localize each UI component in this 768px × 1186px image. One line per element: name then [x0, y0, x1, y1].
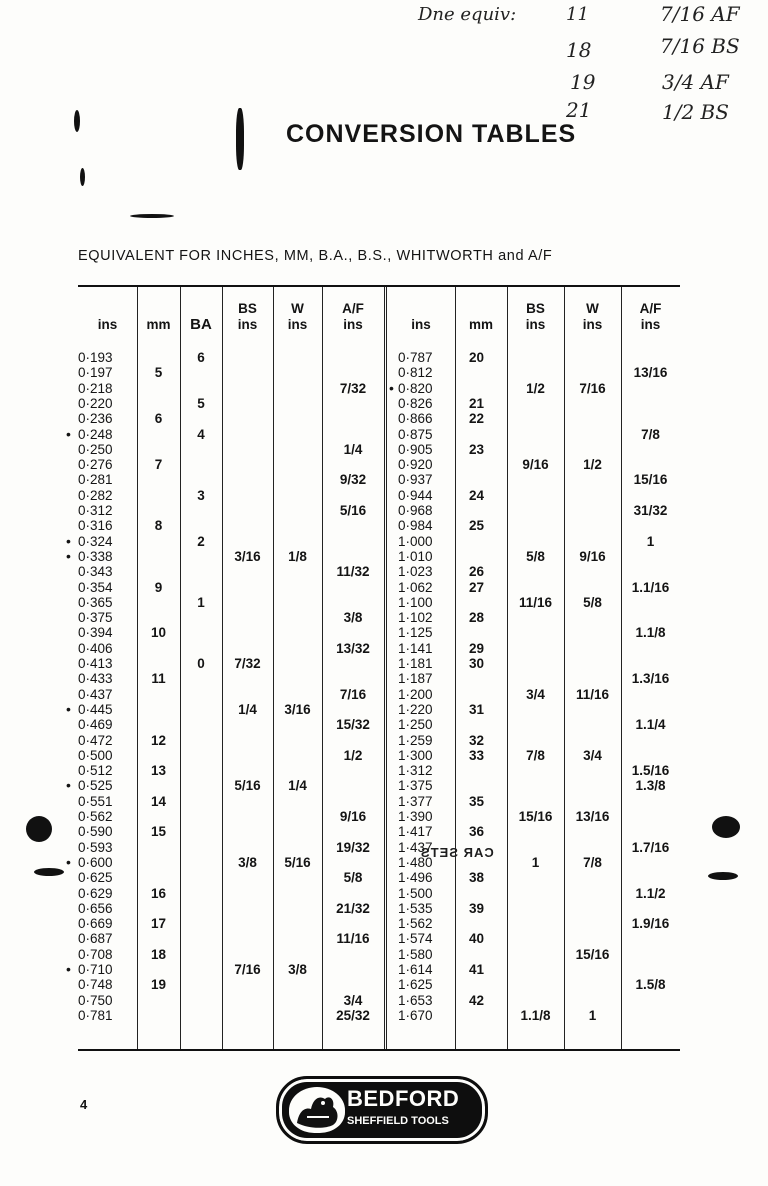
cell-left-mm: 17: [150, 916, 167, 932]
handwritten-note-1-2-bs: 1/2 BS: [662, 100, 729, 124]
cell-right-af: 1.3/16: [631, 671, 670, 687]
handwritten-note-7-16-bs: 7/16 BS: [660, 34, 740, 58]
table-row: [78, 549, 680, 564]
conversion-table: [66, 285, 680, 1051]
page-number: 4: [80, 1097, 88, 1112]
cell-right-mm: 22: [469, 411, 485, 427]
table-row: [78, 702, 680, 717]
table-row: [78, 365, 680, 380]
cell-right-ins: 1·500: [398, 885, 433, 901]
header-left-w: [273, 301, 322, 333]
table-row: [78, 656, 680, 671]
table-row: [78, 931, 680, 946]
logo-name: BEDFORD: [347, 1086, 460, 1111]
cell-left-ins: 0·193: [78, 350, 113, 365]
table-subtitle: EQUIVALENT FOR INCHES, MM, B.A., B.S., WHITWORTH and A/F: [78, 248, 553, 264]
header-right-bs-bottom: ins: [525, 317, 546, 332]
cell-left-af: 1/4: [343, 441, 363, 457]
table-row: [78, 748, 680, 763]
cell-left-ins: 0·276: [78, 457, 113, 473]
cell-right-mm: 33: [469, 747, 485, 763]
cell-left-af: 9/16: [339, 809, 367, 824]
cell-left-af: 9/32: [339, 472, 367, 488]
bullet-marker: •: [66, 961, 71, 977]
table-row: [78, 901, 680, 916]
cell-left-ins: 0·710: [78, 962, 113, 977]
cell-right-ins: 1·375: [398, 778, 433, 794]
cell-right-af: 13/16: [633, 365, 668, 381]
cell-left-ba: 2: [197, 533, 205, 549]
cell-right-bs: 11/16: [518, 594, 553, 610]
header-right-af: [621, 301, 680, 333]
cell-left-ins: 0·669: [78, 916, 113, 932]
cell-left-ins: 0·250: [78, 441, 113, 457]
cell-left-mm: 14: [150, 793, 167, 809]
cell-right-af: 1.9/16: [631, 916, 670, 932]
cell-left-ins: 0·562: [78, 809, 113, 824]
table-row: [78, 886, 680, 901]
table-row: [78, 962, 680, 977]
cell-left-ins: 0·469: [78, 717, 113, 733]
bullet-marker: •: [66, 700, 71, 717]
table-row: [78, 518, 680, 533]
cell-right-bs: 9/16: [522, 457, 549, 473]
handwritten-note-21: 21: [566, 98, 592, 122]
page-title: CONVERSION TABLES: [286, 120, 577, 148]
table-row: [78, 947, 680, 962]
header-left-ba: BA: [190, 316, 212, 333]
header-left-bs: [222, 301, 273, 333]
cell-left-bs: 5/16: [234, 778, 261, 794]
cell-left-mm: 10: [150, 625, 167, 641]
cell-left-ins: 0·781: [78, 1007, 113, 1023]
cell-left-af: 19/32: [336, 839, 370, 855]
table-row: [78, 472, 680, 487]
scan-mark: [80, 168, 85, 186]
table-row: [78, 411, 680, 426]
cell-right-bs: 15/16: [518, 809, 553, 824]
table-row: [78, 671, 680, 686]
cell-left-af: 25/32: [336, 1007, 370, 1023]
table-row: [78, 564, 680, 579]
cell-right-af: 1.1/4: [635, 717, 666, 733]
cell-right-bs: 3/4: [526, 686, 545, 702]
table-row: [78, 641, 680, 656]
cell-right-ins: 1·100: [398, 594, 433, 610]
cell-left-w: 1/8: [288, 548, 307, 564]
cell-right-af: 31/32: [633, 503, 668, 518]
cell-right-w: 3/4: [583, 747, 602, 763]
cell-left-bs: 7/32: [234, 656, 261, 671]
cell-left-af: 21/32: [336, 900, 370, 916]
cell-left-w: 3/16: [284, 701, 311, 717]
cell-right-ins: 1·377: [398, 793, 433, 809]
table-row: [78, 427, 680, 442]
cell-right-ins: 1·580: [398, 946, 433, 962]
cell-right-mm: 30: [469, 656, 485, 671]
header-left-bs-top: BS: [238, 301, 257, 316]
cell-left-mm: 7: [154, 457, 163, 473]
table-row: [78, 595, 680, 610]
cell-right-ins: 1·062: [398, 579, 433, 595]
cell-left-mm: 13: [150, 763, 167, 779]
cell-right-bs: 1.1/8: [520, 1007, 551, 1023]
cell-right-mm: 39: [469, 900, 485, 916]
cell-left-ins: 0·687: [78, 931, 113, 947]
cell-left-af: 11/32: [336, 564, 370, 580]
cell-right-w: 7/8: [583, 854, 602, 870]
header-left-bs-bottom: ins: [237, 317, 258, 332]
cell-left-bs: 3/16: [234, 548, 261, 564]
cell-right-mm: 32: [469, 732, 485, 748]
cell-left-ins: 0·218: [78, 380, 113, 396]
cell-right-mm: 23: [469, 441, 485, 457]
cell-right-ins: 1·417: [398, 824, 433, 840]
cell-right-mm: 41: [469, 962, 485, 977]
cell-left-mm: 11: [151, 671, 166, 687]
table-row: [78, 916, 680, 931]
handwritten-note-3-4-af: 3/4 AF: [662, 70, 729, 94]
header-right-ins: ins: [411, 317, 431, 332]
cell-right-af: 1: [646, 533, 655, 549]
cell-right-ins: 1·010: [398, 548, 433, 564]
cell-left-ins: 0·590: [78, 824, 113, 840]
table-row: [78, 1008, 680, 1023]
cell-left-ins: 0·445: [78, 701, 113, 717]
bullet-marker: •: [66, 853, 71, 870]
cell-right-ins: 1·141: [398, 640, 433, 656]
cell-right-mm: 40: [469, 931, 485, 947]
cell-right-ins: 1·574: [398, 931, 433, 947]
cell-right-w: 5/8: [583, 594, 602, 610]
table-row: [78, 503, 680, 518]
cell-right-ins: 0·920: [398, 457, 433, 473]
header-left-w-top: W: [291, 301, 304, 316]
cell-left-ins: 0·708: [78, 946, 113, 962]
header-right-w-bottom: ins: [582, 317, 603, 332]
cell-left-w: 1/4: [288, 778, 307, 794]
cell-left-bs: 7/16: [234, 962, 261, 977]
punch-hole-mark: [34, 868, 64, 876]
cell-left-ins: 0·748: [78, 977, 113, 993]
table-row: [78, 687, 680, 702]
cell-right-ins: 0·968: [398, 503, 433, 518]
header-right-bs-top: BS: [526, 301, 545, 316]
cell-right-ins: 1·535: [398, 900, 433, 916]
cell-right-af: 1.3/8: [635, 778, 666, 794]
cell-left-af: 11/16: [336, 931, 370, 947]
cell-left-w: 3/8: [288, 962, 307, 977]
table-row: [78, 733, 680, 748]
cell-left-af: 3/8: [343, 610, 363, 626]
table-row: [78, 381, 680, 396]
cell-left-ba: 6: [197, 350, 205, 365]
cell-left-ins: 0·472: [78, 732, 113, 748]
cell-left-ins: 0·750: [78, 992, 113, 1008]
cell-right-ins: 1·625: [398, 977, 433, 993]
cell-right-af: 1.7/16: [631, 839, 670, 855]
cell-right-ins: 0·787: [398, 350, 433, 365]
header-left-mm: mm: [146, 317, 171, 332]
cell-left-ins: 0·512: [78, 763, 113, 779]
handwritten-note-7-16-af: 7/16 AF: [660, 2, 740, 26]
cell-left-ins: 0·312: [78, 503, 113, 518]
cell-right-ins: 1·653: [398, 992, 433, 1008]
cell-left-bs: 3/8: [238, 854, 257, 870]
cell-left-mm: 18: [150, 946, 167, 962]
cell-right-ins: 0·820: [398, 380, 433, 396]
cell-left-mm: 5: [154, 365, 163, 381]
cell-right-mm: 42: [469, 992, 485, 1008]
cell-left-bs: 1/4: [238, 701, 257, 717]
cell-left-ins: 0·282: [78, 487, 113, 503]
cell-right-w: 13/16: [575, 809, 610, 824]
cell-left-mm: 19: [150, 977, 167, 993]
logo-emblem-icon: [289, 1087, 345, 1133]
cell-right-w: 15/16: [575, 946, 610, 962]
table-row: [78, 396, 680, 411]
cell-right-w: 1/2: [583, 457, 602, 473]
cell-right-ins: 0·937: [398, 472, 433, 488]
table-row: [78, 717, 680, 732]
table-row: [78, 840, 680, 855]
punch-hole-mark: [26, 816, 52, 842]
cell-left-ins: 0·629: [78, 885, 113, 901]
bullet-marker: •: [66, 425, 71, 442]
cell-left-ins: 0·394: [78, 625, 113, 641]
table-row: [78, 809, 680, 824]
table-row: [78, 778, 680, 793]
cell-right-bs: 1: [531, 854, 540, 870]
cell-left-ins: 0·236: [78, 411, 113, 427]
cell-right-w: 7/16: [579, 380, 606, 396]
cell-left-af: 5/8: [343, 870, 363, 886]
cell-left-ins: 0·365: [78, 594, 113, 610]
cell-right-bs: 1/2: [526, 380, 545, 396]
cell-right-ins: 1·614: [398, 962, 433, 977]
cell-right-w: 11/16: [575, 686, 610, 702]
cell-left-ba: 0: [197, 656, 205, 671]
cell-left-ins: 0·375: [78, 610, 113, 626]
scan-mark: [236, 108, 244, 170]
cell-right-ins: 0·905: [398, 441, 433, 457]
cell-right-ins: 0·944: [398, 487, 433, 503]
header-left-ins: ins: [97, 317, 118, 332]
cell-left-ins: 0·281: [78, 472, 113, 488]
header-right-bs: [507, 301, 564, 333]
cell-left-mm: 6: [154, 411, 163, 427]
table-row: [78, 977, 680, 992]
bleed-through-text: CAR SETS: [420, 845, 494, 860]
cell-left-ins: 0·406: [78, 640, 113, 656]
cell-left-ins: 0·625: [78, 870, 113, 886]
table-row: [78, 763, 680, 778]
handwritten-note-19: 19: [570, 70, 596, 94]
table-row: [78, 610, 680, 625]
cell-left-ba: 1: [197, 594, 205, 610]
cell-right-ins: 1·670: [398, 1007, 433, 1023]
cell-right-mm: 36: [469, 824, 485, 840]
table-row: [78, 488, 680, 503]
cell-right-ins: 1·300: [398, 747, 433, 763]
cell-right-bs: 7/8: [526, 747, 545, 763]
cell-left-af: 15/32: [336, 717, 370, 733]
scan-mark: [130, 214, 174, 218]
cell-left-ins: 0·551: [78, 793, 113, 809]
cell-right-ins: 0·875: [398, 426, 433, 442]
cell-left-ins: 0·316: [78, 518, 113, 534]
table-row: [78, 534, 680, 549]
cell-right-mm: 27: [469, 579, 485, 595]
cell-right-ins: 0·866: [398, 411, 433, 427]
cell-right-mm: 21: [469, 395, 485, 411]
cell-left-af: 1/2: [343, 747, 363, 763]
cell-left-ba: 4: [197, 426, 205, 442]
cell-left-ba: 3: [197, 487, 205, 503]
table-row: [78, 870, 680, 885]
cell-right-ins: 1·023: [398, 564, 433, 580]
table-row: [78, 350, 680, 365]
cell-right-ins: 0·826: [398, 395, 433, 411]
bullet-marker: •: [66, 777, 71, 794]
header-left-af-bottom: ins: [343, 317, 363, 332]
table-row: [78, 625, 680, 640]
cell-right-af: 1.5/8: [635, 977, 666, 993]
table-row: [78, 993, 680, 1008]
cell-left-ins: 0·500: [78, 747, 113, 763]
table-row: [78, 794, 680, 809]
cell-left-af: 13/32: [336, 640, 370, 656]
cell-left-ins: 0·338: [78, 548, 113, 564]
cell-left-ins: 0·656: [78, 900, 113, 916]
cell-left-af: 3/4: [343, 992, 363, 1008]
cell-right-mm: 35: [469, 793, 485, 809]
table-row: [78, 824, 680, 839]
cell-right-mm: 29: [469, 640, 485, 656]
table-row: [78, 442, 680, 457]
handwritten-note-11: 11: [566, 4, 589, 25]
cell-left-ins: 0·324: [78, 533, 113, 549]
cell-left-af: 7/16: [339, 686, 367, 702]
cell-right-ins: 1·562: [398, 916, 433, 932]
cell-right-bs: 5/8: [526, 548, 545, 564]
cell-right-ins: 1·250: [398, 717, 433, 733]
cell-right-mm: 31: [469, 701, 485, 717]
header-right-af-bottom: ins: [640, 317, 661, 332]
cell-left-ins: 0·600: [78, 854, 113, 870]
header-left-w-bottom: ins: [287, 317, 308, 332]
cell-left-mm: 15: [150, 824, 167, 840]
cell-right-ins: 0·984: [398, 518, 433, 534]
cell-right-ins: 1·000: [398, 533, 433, 549]
cell-right-w: 1: [588, 1007, 597, 1023]
cell-left-ins: 0·220: [78, 395, 113, 411]
cell-left-ins: 0·593: [78, 839, 113, 855]
cell-left-ba: 5: [197, 395, 205, 411]
header-left-af: [322, 301, 384, 333]
cell-right-mm: 24: [469, 487, 485, 503]
cell-right-af: 1.1/2: [635, 885, 666, 901]
punch-hole-mark: [712, 816, 740, 838]
cell-right-ins: 1·200: [398, 686, 433, 702]
cell-left-ins: 0·248: [78, 426, 113, 442]
cell-right-af: 15/16: [633, 472, 668, 488]
cell-right-ins: 1·102: [398, 610, 433, 626]
table-row: [78, 457, 680, 472]
cell-right-af: 1.5/16: [631, 763, 670, 779]
cell-left-ins: 0·354: [78, 579, 113, 595]
cell-right-af: 7/8: [641, 426, 660, 442]
bedford-logo: [276, 1076, 488, 1144]
table-row: [78, 580, 680, 595]
cell-left-af: 7/32: [339, 380, 367, 396]
cell-right-ins: 1·496: [398, 870, 433, 886]
cell-right-ins: 1·259: [398, 732, 433, 748]
cell-right-af: 1.1/8: [635, 625, 666, 641]
header-right-w-top: W: [586, 301, 599, 316]
header-right-mm: mm: [468, 317, 493, 332]
cell-left-ins: 0·413: [78, 656, 113, 671]
cell-right-ins: 1·125: [398, 625, 433, 641]
cell-left-ins: 0·343: [78, 564, 113, 580]
cell-left-ins: 0·525: [78, 778, 113, 794]
logo-subtitle: SHEFFIELD TOOLS: [347, 1115, 449, 1127]
cell-left-ins: 0·433: [78, 671, 113, 687]
cell-left-mm: 8: [154, 518, 163, 534]
cell-left-mm: 12: [150, 732, 167, 748]
cell-left-af: 5/16: [339, 503, 367, 518]
table-row: [78, 855, 680, 870]
bullet-marker: •: [66, 547, 71, 564]
cell-left-ins: 0·437: [78, 686, 113, 702]
cell-left-mm: 9: [154, 579, 163, 595]
cell-right-af: 1.1/16: [631, 579, 670, 595]
cell-right-w: 9/16: [579, 548, 606, 564]
header-right-w: [564, 301, 621, 333]
cell-left-mm: 16: [150, 885, 167, 901]
bullet-marker: •: [389, 379, 394, 396]
handwritten-note-label: Dne equiv:: [418, 4, 517, 25]
header-left-af-top: A/F: [342, 301, 364, 316]
cell-right-mm: 26: [469, 564, 485, 580]
cell-right-ins: 0·812: [398, 365, 433, 381]
scan-mark: [74, 110, 80, 132]
cell-right-ins: 1·220: [398, 701, 433, 717]
cell-right-ins: 1·312: [398, 763, 433, 779]
bullet-marker: •: [66, 532, 71, 549]
cell-right-mm: 25: [469, 518, 485, 534]
cell-left-ins: 0·197: [78, 365, 113, 381]
cell-right-ins: 1·187: [398, 671, 433, 687]
cell-left-w: 5/16: [284, 854, 311, 870]
cell-right-mm: 28: [469, 610, 485, 626]
cell-right-mm: 38: [469, 870, 485, 886]
cell-right-ins: 1·437: [398, 839, 433, 855]
cell-right-mm: 20: [469, 350, 485, 365]
punch-hole-mark: [708, 872, 738, 880]
cell-right-ins: 1·181: [398, 656, 433, 671]
handwritten-note-18: 18: [566, 38, 592, 62]
cell-right-ins: 1·390: [398, 809, 433, 824]
cell-right-ins: 1·480: [398, 854, 433, 870]
header-right-af-top: A/F: [639, 301, 662, 316]
